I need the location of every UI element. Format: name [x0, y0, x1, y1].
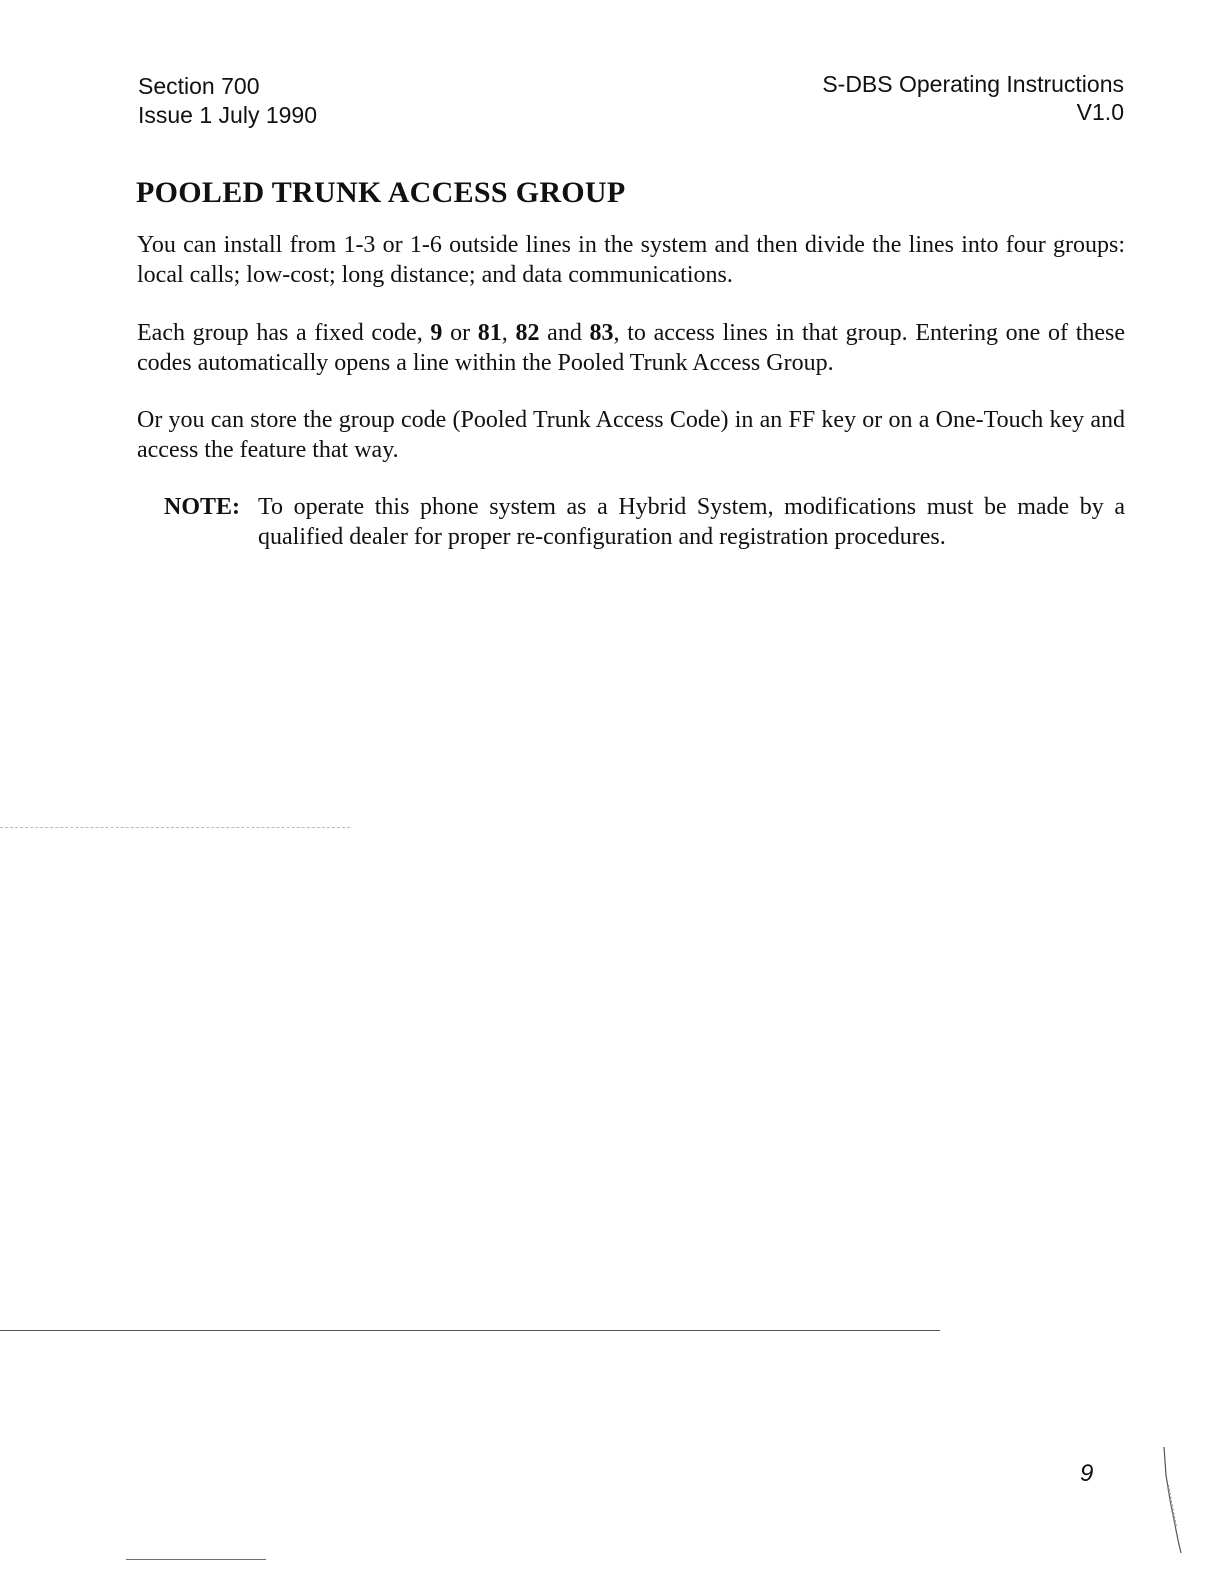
code-9: 9: [430, 320, 443, 346]
header-right: [822, 70, 1124, 126]
page-number: 9: [1080, 1460, 1094, 1487]
scan-artifact-mark: [1160, 1445, 1184, 1555]
code-81: 81: [477, 320, 502, 346]
paragraph-store-code: Or you can store the group code (Pooled Trunk Access Code) in an FF key or on a One-Touch key and access the feature that way.: [137, 407, 1125, 463]
section-label: Section 700: [138, 73, 260, 99]
codes-text-before: Each group has a fixed code,: [137, 320, 431, 346]
paragraph-intro: You can install from 1-3 or 1-6 outside lines in the system and then divide the lines into four groups: local calls; low-cost; long distance; and data communications.: [137, 232, 1125, 288]
issue-date: Issue 1 July 1990: [138, 102, 318, 128]
section-heading: POOLED TRUNK ACCESS GROUP: [136, 176, 626, 209]
paragraph-codes: [137, 318, 1125, 378]
note-text: To operate this phone system as a Hybrid System, modifications must be made by a qualified dealer for proper re-configuration and registration procedures.: [258, 494, 1125, 550]
scan-divider: [0, 1330, 940, 1331]
code-82: 82: [515, 320, 540, 346]
codes-text-and: and: [539, 320, 590, 346]
codes-text-or: or: [442, 320, 478, 346]
codes-separator: ,: [501, 320, 516, 346]
header-left: [138, 72, 317, 130]
note-block: [164, 492, 1125, 552]
footer-rule: [126, 1559, 266, 1560]
scan-divider-faint: [0, 827, 350, 828]
note-label: NOTE:: [164, 494, 241, 520]
code-83: 83: [589, 320, 614, 346]
version-label: V1.0: [1076, 99, 1124, 125]
codes-text-after: , to access lines in that group. Entering one of these codes automatically opens a line within the Pooled Trunk Access Group.: [137, 320, 1126, 376]
document-title: S-DBS Operating Instructions: [822, 71, 1124, 97]
